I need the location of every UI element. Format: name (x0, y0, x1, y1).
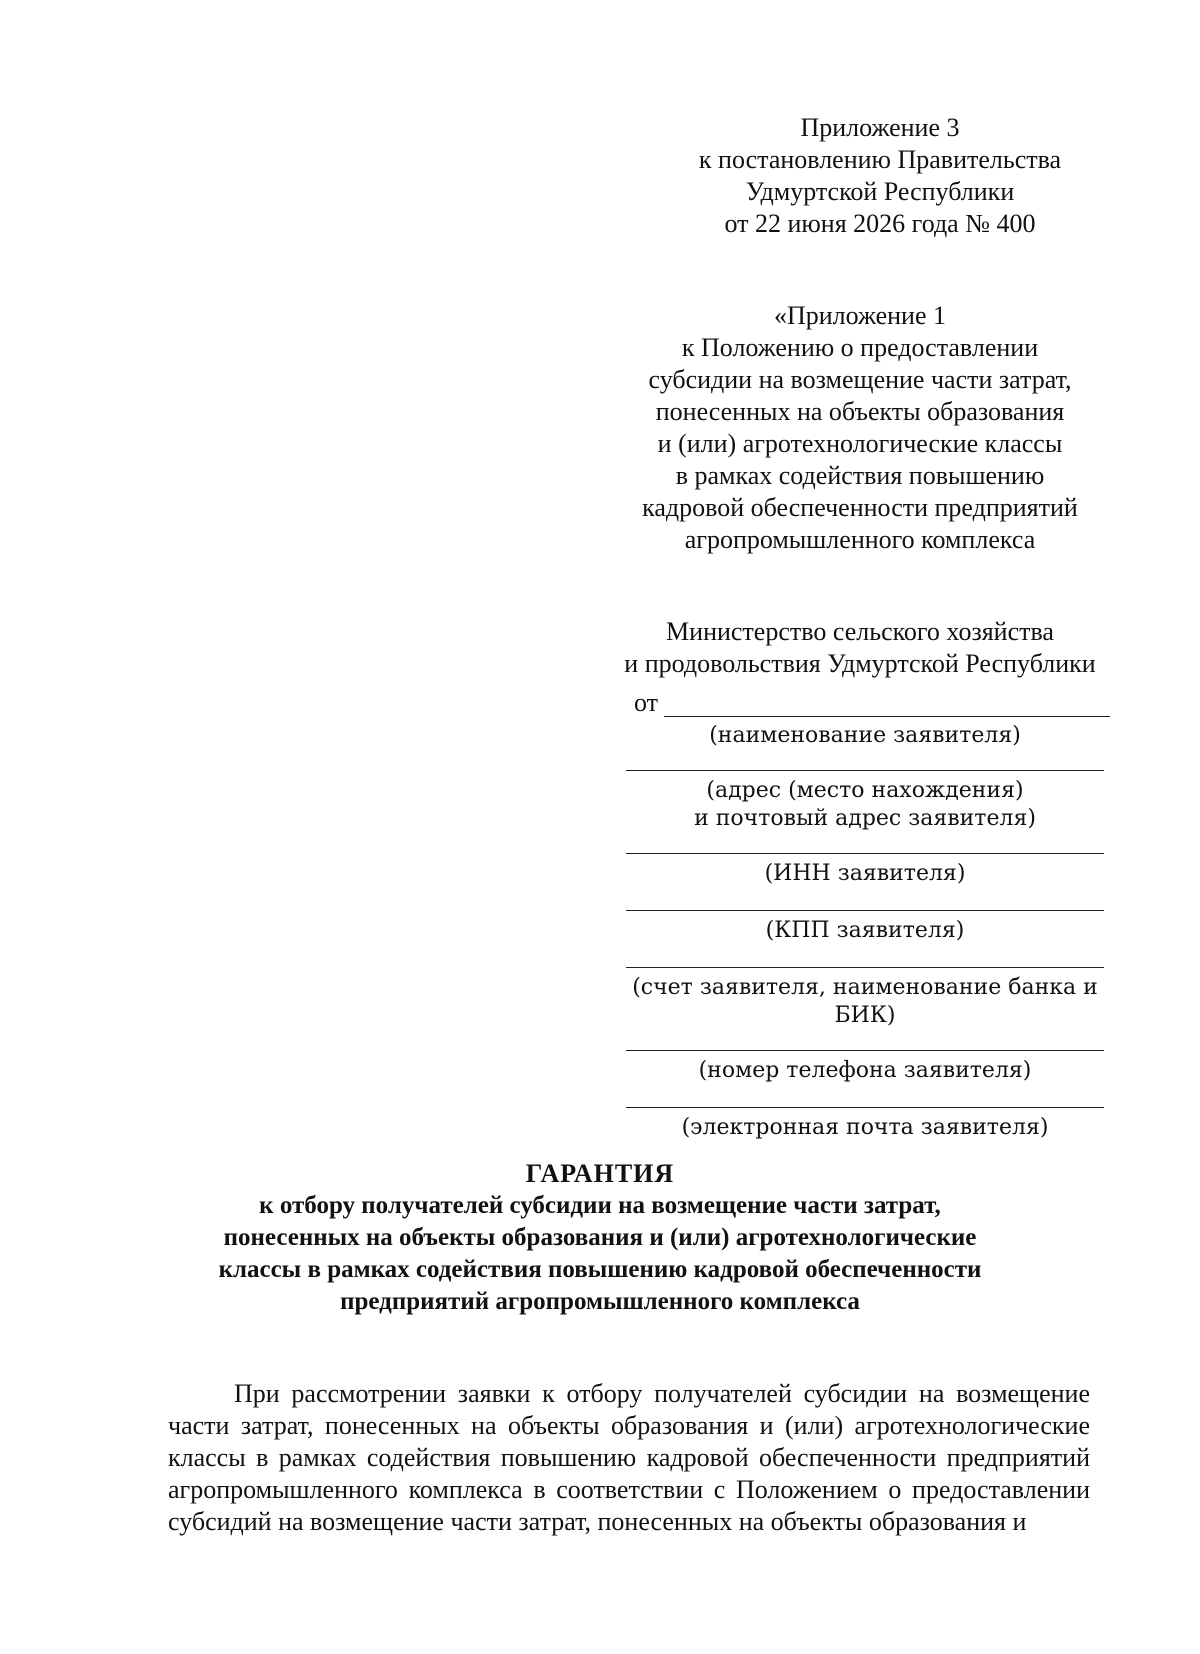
appendix-1-line: понесенных на объекты образования (655, 397, 1065, 426)
address-caption-continued: и почтовый адрес заявителя) (694, 806, 1036, 831)
addressee-block (600, 616, 1120, 680)
inn-line (626, 853, 1104, 854)
applicant-name-line (664, 716, 1110, 717)
kpp-line (626, 910, 1104, 911)
email-caption: (электронная почта заявителя) (681, 1115, 1049, 1140)
appendix-3-line: Приложение 3 (800, 113, 960, 142)
appendix-1-line: в рамках содействия повышению (675, 461, 1045, 490)
applicant-name-row (620, 690, 1110, 718)
from-label: от (634, 688, 659, 717)
document-title (150, 1158, 1050, 1318)
appendix-3-line: к постановлению Правительства (698, 145, 1062, 174)
addressee-line: и продовольствия Удмуртской Республики (624, 649, 1096, 678)
bank-account-line (626, 967, 1104, 968)
email-line (626, 1107, 1104, 1108)
title-line: понесенных на объекты образования и (или) агротехнологические (223, 1224, 977, 1251)
applicant-name-caption: (наименование заявителя) (709, 723, 1021, 748)
title-line: классы в рамках содействия повышению кадровой обеспеченности (218, 1256, 982, 1283)
phone-caption: (номер телефона заявителя) (698, 1058, 1032, 1083)
appendix-1-line: и (или) агротехнологические классы (657, 429, 1063, 458)
appendix-1-line: к Положению о предоставлении (681, 333, 1039, 362)
appendix-3-header (660, 112, 1100, 240)
appendix-3-line: Удмуртской Республики (745, 177, 1015, 206)
appendix-1-header (600, 300, 1120, 556)
address-caption: (адрес (место нахождения) (706, 778, 1024, 803)
appendix-1-line: кадровой обеспеченности предприятий (642, 493, 1078, 522)
bank-account-caption: (счет заявителя, наименование банка и БИК) (632, 975, 1098, 1028)
addressee-line: Министерство сельского хозяйства (666, 617, 1054, 646)
body-paragraph: При рассмотрении заявки к отбору получателей субсидии на возмещение части затрат, понесенных на объекты образования и (или) агротехнологические классы в рамках содействия повышению кадровой обеспеченности предприятий агропромышленного комплекса в соответствии с Положением о предоставлении субсидий на возмещение части затрат, понесенных на объекты образования и (168, 1379, 1090, 1536)
applicant-fields (620, 690, 1110, 1142)
phone-line (626, 1050, 1104, 1051)
title-line: предприятий агропромышленного комплекса (340, 1288, 860, 1315)
kpp-caption: (КПП заявителя) (765, 918, 965, 943)
appendix-1-line: «Приложение 1 (773, 301, 947, 330)
appendix-1-line: агропромышленного комплекса (684, 525, 1036, 554)
appendix-1-line: субсидии на возмещение части затрат, (648, 365, 1072, 394)
title-line: к отбору получателей субсидии на возмещение части затрат, (259, 1192, 941, 1219)
appendix-3-line: от 22 июня 2026 года № 400 (724, 209, 1036, 238)
inn-caption: (ИНН заявителя) (764, 861, 966, 886)
title-main: ГАРАНТИЯ (525, 1159, 675, 1188)
address-line (626, 770, 1104, 771)
